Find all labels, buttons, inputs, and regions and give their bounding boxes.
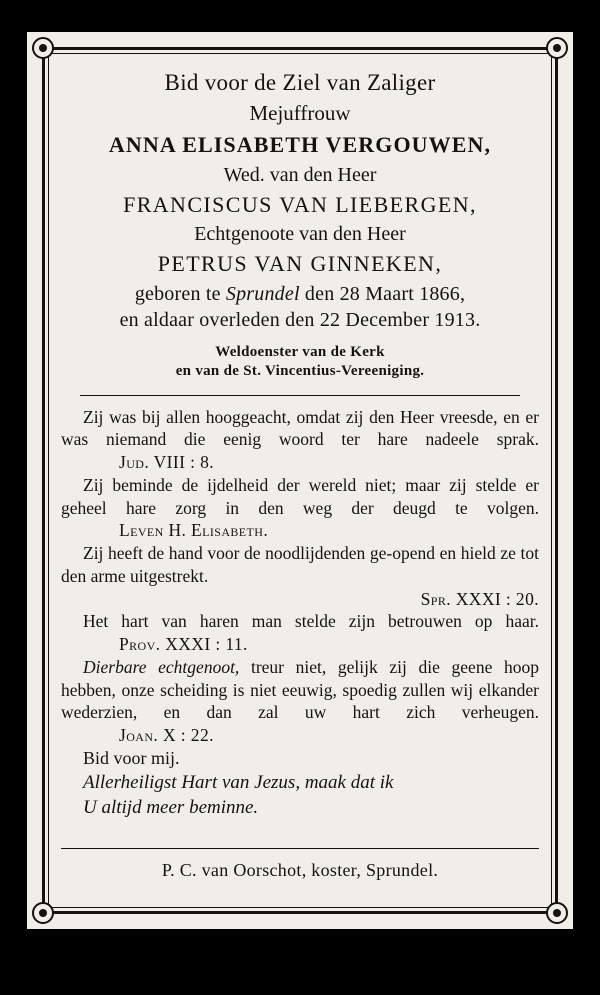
section-divider [80, 395, 520, 396]
verse-reference-4: Prov. XXXI : 11. [119, 634, 248, 655]
verse-text-1: Zij was bij allen hooggeacht, omdat zij den Heer vreesde, en er was niemand die eenig woord ter hare nadeele sprak. [61, 406, 539, 450]
birth-place: Sprundel [225, 282, 300, 305]
verse-reference-1: Jud. VIII : 8. [119, 452, 215, 473]
birth-line [61, 282, 539, 308]
birth-prefix: geboren te [134, 282, 226, 305]
second-husband-name: PETRUS VAN GINNEKEN, [157, 250, 443, 276]
corner-rosette-bottom-right [546, 902, 568, 924]
birth-suffix: den 28 Maart 1866, [299, 282, 466, 305]
spouse-of-label: Echtgenoote van den Heer [194, 223, 406, 246]
verse-paragraph-5 [61, 656, 539, 747]
widow-of-label: Wed. van den Heer [223, 164, 377, 187]
verse-reference-3: Spr. XXXI : 20. [420, 588, 539, 609]
verse-paragraph-2 [61, 474, 539, 542]
benefactor-line-1: Weldoenster van de Kerk [215, 344, 385, 361]
verse-reference-5: Joan. X : 22. [119, 725, 214, 746]
corner-rosette-top-right [546, 37, 568, 59]
verse-paragraph-3 [61, 542, 539, 588]
verse-text-5: treur niet, gelijk zij die geene hoop hebben, onze scheiding is niet eeuwig, spoedig zullen wij elkander wederzien, en dan zal uw hart zich verheugen. [61, 656, 539, 723]
first-husband-name: FRANCISCUS VAN LIEBERGEN, [123, 192, 477, 218]
memorial-card [27, 32, 573, 929]
verse-reference-2: Leven H. Elisabeth. [119, 520, 269, 541]
card-content [61, 68, 539, 893]
corner-rosette-bottom-left [32, 902, 54, 924]
deceased-name: ANNA ELISABETH VERGOUWEN, [108, 132, 492, 158]
pray-for-me-line: Bid voor mij. [83, 747, 180, 768]
prayer-line-2: U altijd meer beminne. [83, 797, 259, 819]
invocation-line: Bid voor de Ziel van Zaliger [164, 70, 436, 95]
footer-divider [61, 848, 539, 849]
verse-text-3: Zij heeft de hand voor de noodlijdenden ge-opend en hield ze tot den arme uitgestrekt. [61, 543, 539, 586]
header-block [61, 68, 539, 382]
verse-text-4: Het hart van haren man stelde zijn betrouwen op haar. [83, 611, 539, 632]
verse-paragraph-1 [61, 406, 539, 474]
death-line: en aldaar overleden den 22 December 1913. [119, 308, 481, 331]
verse-text-5-italic: Dierbare echtgenoot, [83, 656, 240, 677]
benefactor-line-2: en van de St. Vincentius-Vereeniging. [175, 363, 425, 380]
verse-paragraph-4 [61, 610, 539, 656]
prayer-line-1: Allerheiligst Hart van Jezus, maak dat ik [83, 772, 394, 794]
body-block [61, 406, 539, 821]
printer-credit: P. C. van Oorschot, koster, Sprundel. [161, 860, 439, 880]
title-line: Mejuffrouw [249, 101, 351, 126]
corner-rosette-top-left [32, 37, 54, 59]
verse-text-2: Zij beminde de ijdelheid der wereld niet; maar zij stelde er geheel hare zorg in den weg der deugd te volgen. [61, 474, 539, 518]
